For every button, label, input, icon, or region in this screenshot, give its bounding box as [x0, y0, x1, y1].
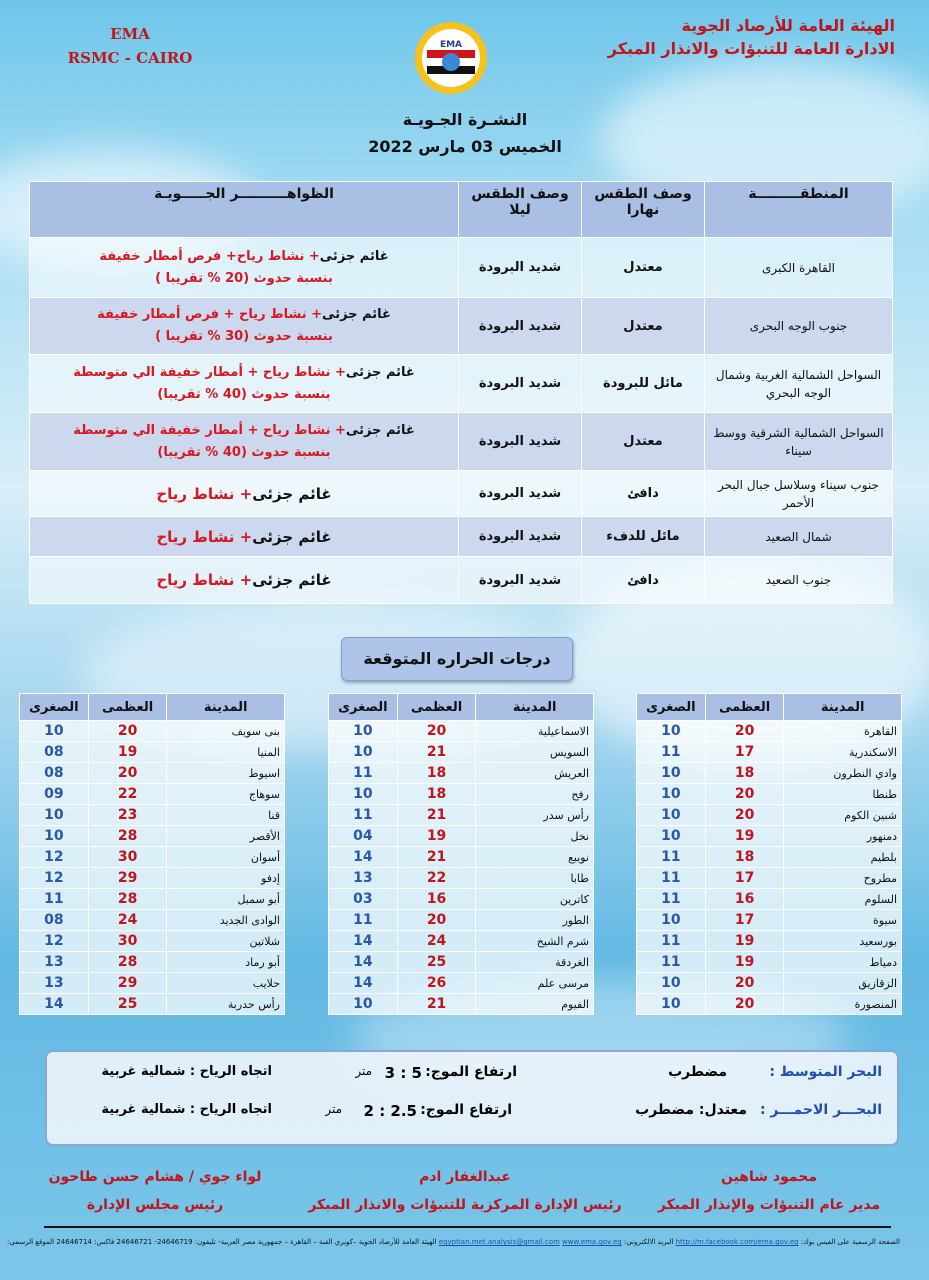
temp-city: السلوم	[784, 889, 902, 910]
region-cell: السواحل الشمالية الشرقية ووسط سيناء	[705, 413, 893, 471]
temp-min: 11	[637, 931, 706, 952]
region-cell: جنوب سيناء وسلاسل جبال البحر الأحمر	[705, 471, 893, 517]
temp-city: رأس سدر	[476, 805, 594, 826]
temp-row	[637, 721, 902, 742]
temp-max: 23	[88, 805, 167, 826]
temp-header-city: المدينة	[167, 694, 285, 721]
med-wave-unit: متر	[355, 1064, 372, 1078]
temp-row	[20, 847, 285, 868]
temp-city: الزقازيق	[784, 973, 902, 994]
temp-max: 22	[88, 784, 167, 805]
header-region: المنطقـــــــــة	[705, 182, 893, 238]
temperature-table-right	[636, 693, 902, 1015]
temp-min: 11	[329, 910, 398, 931]
temp-row	[637, 847, 902, 868]
weather-table	[29, 181, 893, 604]
red-sea-label: البحـــر الاحمـــر :	[759, 1102, 882, 1118]
temp-min: 13	[20, 952, 89, 973]
temp-city: سيوة	[784, 910, 902, 931]
temp-city: الاسكندرية	[784, 742, 902, 763]
temp-max: 18	[397, 763, 476, 784]
temp-city: قنا	[167, 805, 285, 826]
temp-max: 20	[705, 994, 784, 1015]
temp-row	[20, 868, 285, 889]
temp-min: 12	[20, 868, 89, 889]
temp-row	[329, 931, 594, 952]
region-cell: جنوب الوجه البحرى	[705, 298, 893, 355]
temperature-table-middle	[328, 693, 594, 1015]
night-cell: شديد البرودة	[459, 471, 582, 517]
footer-email-label: البريد الالكتروني:	[623, 1238, 674, 1246]
signature-left	[40, 1163, 270, 1219]
temp-max: 21	[397, 847, 476, 868]
temp-city: المنصورة	[784, 994, 902, 1015]
day-cell: مائل للدفء	[582, 517, 705, 557]
temp-min: 10	[637, 910, 706, 931]
temp-max: 24	[88, 910, 167, 931]
temp-row	[329, 721, 594, 742]
signature-left-name: لواء جوي / هشام حسن طاحون	[48, 1169, 262, 1185]
phenomena-cell: غائم جزئى+ نشاط رياح	[30, 517, 459, 557]
temp-city: وادي النطرون	[784, 763, 902, 784]
region-cell: شمال الصعيد	[705, 517, 893, 557]
table-row	[30, 298, 893, 355]
footer	[7, 1238, 900, 1246]
temp-min: 14	[20, 994, 89, 1015]
red-wave-value: 2 : 2.5	[363, 1102, 417, 1120]
temp-min: 11	[20, 889, 89, 910]
temp-max: 20	[705, 784, 784, 805]
red-wave-unit: متر	[325, 1102, 342, 1116]
signature-left-title: رئيس مجلس الإدارة	[86, 1197, 224, 1213]
temp-header	[637, 694, 902, 721]
temp-min: 08	[20, 763, 89, 784]
temp-row	[637, 994, 902, 1015]
temp-min: 11	[329, 763, 398, 784]
temp-row	[637, 763, 902, 784]
temp-max: 24	[397, 931, 476, 952]
signature-right	[639, 1163, 899, 1219]
temp-header-min: الصغرى	[329, 694, 398, 721]
temp-min: 10	[329, 994, 398, 1015]
med-wind: اتجاه الرياح : شمالية غربية	[101, 1064, 272, 1079]
ema-line-2: RSMC - CAIRO	[67, 49, 193, 67]
temp-header	[20, 694, 285, 721]
bulletin-heading	[300, 106, 630, 160]
temp-max: 18	[705, 763, 784, 784]
temp-min: 08	[20, 910, 89, 931]
temp-row	[329, 847, 594, 868]
header-day: وصف الطقس نهارا	[582, 182, 705, 238]
temp-min: 11	[637, 868, 706, 889]
temp-max: 22	[397, 868, 476, 889]
temp-min: 11	[637, 847, 706, 868]
temp-min: 10	[637, 784, 706, 805]
temp-city: أسوان	[167, 847, 285, 868]
signature-middle	[290, 1163, 640, 1219]
temp-max: 16	[705, 889, 784, 910]
region-cell: السواحل الشمالية الغربية وشمال الوجه البحري	[705, 355, 893, 413]
temp-min: 10	[637, 805, 706, 826]
day-cell: معتدل	[582, 238, 705, 298]
temp-max: 29	[88, 973, 167, 994]
temp-row	[329, 805, 594, 826]
temp-row	[329, 973, 594, 994]
temp-city: القاهرة	[784, 721, 902, 742]
temp-city: أبو سمبل	[167, 889, 285, 910]
temp-min: 13	[329, 868, 398, 889]
weather-table-header	[30, 182, 893, 238]
temp-city: الأقصر	[167, 826, 285, 847]
phenomena-cell: غائم جزئى+ نشاط رياح	[30, 557, 459, 604]
temp-city: اسيوط	[167, 763, 285, 784]
temp-max: 25	[88, 994, 167, 1015]
temp-min: 10	[637, 994, 706, 1015]
temp-row	[329, 742, 594, 763]
temp-max: 18	[705, 847, 784, 868]
footer-website-link[interactable]: www.ema.gov.eg	[562, 1238, 622, 1246]
temp-row	[637, 931, 902, 952]
temperature-table-left	[19, 693, 285, 1015]
signature-middle-name: عبدالغفار ادم	[419, 1169, 511, 1185]
temp-min: 11	[637, 742, 706, 763]
temp-row	[20, 910, 285, 931]
temp-city: رفح	[476, 784, 594, 805]
temp-min: 14	[329, 847, 398, 868]
temp-row	[329, 826, 594, 847]
footer-facebook-link[interactable]: http://m.facebook.com/ema.gov.eg	[675, 1238, 799, 1246]
temp-max: 21	[397, 805, 476, 826]
footer-divider	[44, 1226, 891, 1228]
temp-city: إدفو	[167, 868, 285, 889]
temp-city: الاسماعيلية	[476, 721, 594, 742]
temp-city: سوهاج	[167, 784, 285, 805]
signature-right-name: محمود شاهين	[720, 1169, 818, 1185]
temp-min: 12	[20, 847, 89, 868]
temp-min: 08	[20, 742, 89, 763]
temp-row	[20, 994, 285, 1015]
temp-max: 29	[88, 868, 167, 889]
region-cell: جنوب الصعيد	[705, 557, 893, 604]
temp-header-max: العظمى	[397, 694, 476, 721]
temp-city: طابا	[476, 868, 594, 889]
region-cell: القاهرة الكبرى	[705, 238, 893, 298]
temp-row	[329, 889, 594, 910]
temp-max: 20	[397, 910, 476, 931]
day-cell: دافئ	[582, 471, 705, 517]
org-line-1: الهيئة العامة للأرصاد الجوية	[681, 16, 895, 35]
temp-city: السويس	[476, 742, 594, 763]
temp-min: 10	[329, 721, 398, 742]
temp-min: 10	[20, 826, 89, 847]
table-row	[30, 355, 893, 413]
temp-row	[637, 952, 902, 973]
temp-row	[637, 742, 902, 763]
temp-city: دمنهور	[784, 826, 902, 847]
header-phenomena: الظواهــــــــــر الجـــــويـة	[30, 182, 459, 238]
temp-min: 10	[637, 763, 706, 784]
red-sea-state: معتدل: مضطرب	[635, 1102, 747, 1118]
temp-city: العريش	[476, 763, 594, 784]
temp-city: بلطيم	[784, 847, 902, 868]
temp-max: 21	[397, 742, 476, 763]
med-wave-label: ارتفاع الموج:	[425, 1064, 517, 1080]
temp-row	[329, 868, 594, 889]
temp-header-min: الصغرى	[20, 694, 89, 721]
temp-city: الفيوم	[476, 994, 594, 1015]
temp-max: 20	[88, 721, 167, 742]
org-line-2: الادارة العامة للتنبؤات والانذار المبكر	[607, 39, 895, 58]
sea-state-panel	[45, 1050, 899, 1146]
temp-row	[20, 721, 285, 742]
table-row	[30, 557, 893, 604]
temp-min: 11	[329, 805, 398, 826]
temp-max: 20	[705, 973, 784, 994]
temp-city: بنى سويف	[167, 721, 285, 742]
temp-row	[20, 826, 285, 847]
ema-line-1: EMA	[110, 25, 150, 43]
temp-min: 11	[637, 952, 706, 973]
temp-row	[329, 910, 594, 931]
temp-min: 14	[329, 931, 398, 952]
footer-email-link[interactable]: egyptian.met.analysis@gmail.com	[438, 1238, 560, 1246]
temp-row	[329, 784, 594, 805]
ema-code	[60, 22, 200, 70]
temp-city: بورسعيد	[784, 931, 902, 952]
sea-row-mediterranean	[62, 1064, 882, 1094]
temp-header-min: الصغرى	[637, 694, 706, 721]
temp-max: 28	[88, 889, 167, 910]
temp-max: 28	[88, 952, 167, 973]
temp-row	[637, 910, 902, 931]
temp-city: الوادى الجديد	[167, 910, 285, 931]
temp-min: 11	[637, 889, 706, 910]
temperatures-title: درجات الحراره المتوقعة	[341, 637, 573, 681]
temp-row	[637, 889, 902, 910]
temp-row	[329, 952, 594, 973]
temp-max: 19	[397, 826, 476, 847]
signature-right-title: مدير عام التنبؤات والإنذار المبكر	[657, 1197, 881, 1213]
temp-city: مطروح	[784, 868, 902, 889]
temp-row	[637, 868, 902, 889]
temp-row	[20, 889, 285, 910]
table-row	[30, 471, 893, 517]
temp-city: المنيا	[167, 742, 285, 763]
temp-city: حلايب	[167, 973, 285, 994]
temp-city: كاترين	[476, 889, 594, 910]
day-cell: معتدل	[582, 298, 705, 355]
temp-city: نويبع	[476, 847, 594, 868]
temp-row	[20, 763, 285, 784]
med-state: مضطرب	[668, 1064, 727, 1080]
temp-min: 10	[637, 973, 706, 994]
temp-max: 25	[397, 952, 476, 973]
day-cell: دافئ	[582, 557, 705, 604]
temp-max: 20	[397, 721, 476, 742]
temp-row	[637, 826, 902, 847]
sea-row-red-sea	[62, 1102, 882, 1132]
temp-min: 14	[329, 952, 398, 973]
bulletin-date: الخميس 03 مارس 2022	[368, 137, 562, 156]
temp-city: مرسى علم	[476, 973, 594, 994]
temp-min: 04	[329, 826, 398, 847]
temp-min: 10	[20, 721, 89, 742]
temp-max: 17	[705, 868, 784, 889]
temp-min: 12	[20, 931, 89, 952]
temp-min: 10	[637, 826, 706, 847]
day-cell: مائل للبرودة	[582, 355, 705, 413]
temp-row	[20, 805, 285, 826]
phenomena-cell: غائم جزئى+ نشاط رياح	[30, 471, 459, 517]
ema-logo	[413, 20, 489, 96]
temp-max: 20	[705, 721, 784, 742]
temp-max: 21	[397, 994, 476, 1015]
temp-city: شرم الشيخ	[476, 931, 594, 952]
temp-max: 28	[88, 826, 167, 847]
temp-city: نخل	[476, 826, 594, 847]
night-cell: شديد البرودة	[459, 557, 582, 604]
temp-header	[329, 694, 594, 721]
temp-max: 30	[88, 931, 167, 952]
organization-name	[608, 14, 895, 60]
temp-min: 10	[20, 805, 89, 826]
temp-row	[329, 994, 594, 1015]
phenomena-cell: غائم جزئى+ نشاط رياح + أمطار خفيفة الي متوسطة بنسبة حدوث (40 % تقريبا)	[30, 413, 459, 471]
phenomena-cell: غائم جزئى+ نشاط رياح + أمطار خفيفة الي متوسطة بنسبة حدوث (40 % تقريبا)	[30, 355, 459, 413]
temp-row	[20, 931, 285, 952]
temp-max: 19	[705, 931, 784, 952]
phenomena-cell: غائم جزئى+ نشاط رياح + فرص أمطار خفيفة بنسبة حدوث (30 % تقريبا )	[30, 298, 459, 355]
temp-min: 10	[329, 784, 398, 805]
temp-min: 10	[329, 742, 398, 763]
temp-header-city: المدينة	[784, 694, 902, 721]
temp-header-max: العظمى	[705, 694, 784, 721]
table-row	[30, 413, 893, 471]
red-wind: اتجاه الرياح : شمالية غربية	[101, 1102, 272, 1117]
logo-text: EMA	[439, 40, 463, 50]
temp-min: 13	[20, 973, 89, 994]
temp-row	[20, 952, 285, 973]
temp-city: شلاتين	[167, 931, 285, 952]
temp-row	[637, 973, 902, 994]
temp-row	[20, 973, 285, 994]
temp-min: 14	[329, 973, 398, 994]
bulletin-title: النشـرة الجـويـة	[402, 110, 528, 129]
temp-header-max: العظمى	[88, 694, 167, 721]
temp-row	[20, 784, 285, 805]
temp-max: 17	[705, 742, 784, 763]
temp-max: 18	[397, 784, 476, 805]
night-cell: شديد البرودة	[459, 298, 582, 355]
temp-row	[329, 763, 594, 784]
red-wave-label: ارتفاع الموج:	[420, 1102, 512, 1118]
temp-max: 16	[397, 889, 476, 910]
temp-max: 17	[705, 910, 784, 931]
temp-city: طنطا	[784, 784, 902, 805]
temp-row	[20, 742, 285, 763]
temp-max: 20	[705, 805, 784, 826]
temp-city: دمياط	[784, 952, 902, 973]
temp-city: أبو رماد	[167, 952, 285, 973]
footer-facebook-label: الصفحة الرسمية على الفيس بوك:	[800, 1238, 900, 1246]
night-cell: شديد البرودة	[459, 413, 582, 471]
med-wave-value: 3 : 5	[384, 1064, 422, 1082]
temp-max: 20	[88, 763, 167, 784]
temp-min: 09	[20, 784, 89, 805]
night-cell: شديد البرودة	[459, 238, 582, 298]
temp-row	[637, 784, 902, 805]
temp-max: 19	[88, 742, 167, 763]
temp-city: الطور	[476, 910, 594, 931]
temp-row	[637, 805, 902, 826]
med-label: البحر المتوسط :	[769, 1064, 882, 1080]
temp-header-city: المدينة	[476, 694, 594, 721]
header-night: وصف الطقس ليلا	[459, 182, 582, 238]
temp-city: رأس حدربة	[167, 994, 285, 1015]
temp-max: 19	[705, 826, 784, 847]
footer-address: الهيئة العامة للأرصاد الجوية –كوبري القبة – القاهرة – جمهورية مصر العربية- تليفون: 24646719- 24646721 فاكس: 24646714 الموقع الرسمي:	[7, 1238, 437, 1246]
temp-min: 03	[329, 889, 398, 910]
temp-max: 19	[705, 952, 784, 973]
temp-city: الغردقة	[476, 952, 594, 973]
temp-city: شبين الكوم	[784, 805, 902, 826]
night-cell: شديد البرودة	[459, 517, 582, 557]
table-row	[30, 238, 893, 298]
temp-max: 30	[88, 847, 167, 868]
temp-max: 26	[397, 973, 476, 994]
table-row	[30, 517, 893, 557]
signature-middle-title: رئيس الإدارة المركزية للتنبؤات والانذار المبكر	[308, 1197, 622, 1213]
night-cell: شديد البرودة	[459, 355, 582, 413]
day-cell: معتدل	[582, 413, 705, 471]
temp-min: 10	[637, 721, 706, 742]
phenomena-cell: غائم جزئى+ نشاط رياح+ فرص أمطار خفيفة بنسبة حدوث (20 % تقريبا )	[30, 238, 459, 298]
